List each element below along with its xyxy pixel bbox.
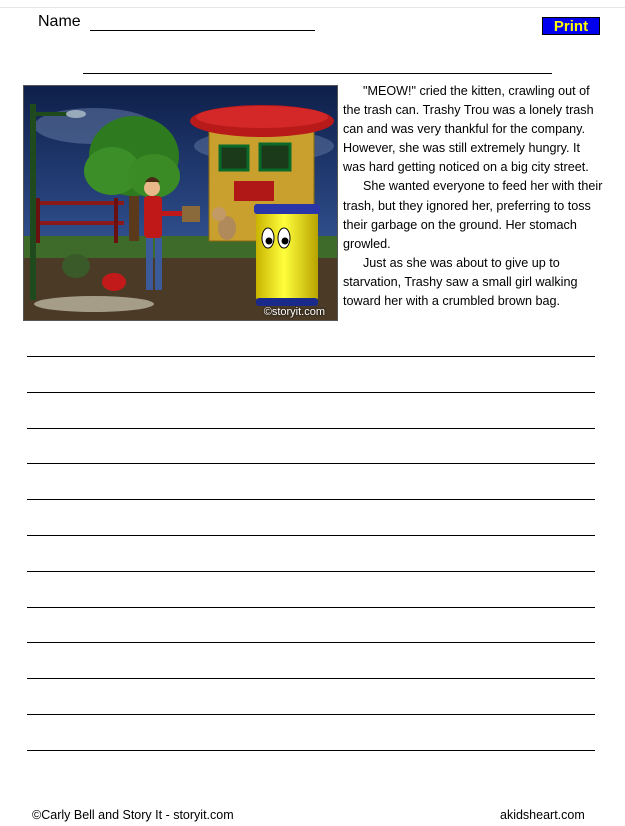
answer-line[interactable] <box>27 499 595 500</box>
answer-line[interactable] <box>27 678 595 679</box>
answer-line[interactable] <box>27 571 595 572</box>
answer-line[interactable] <box>27 714 595 715</box>
name-blank-line[interactable] <box>90 30 315 31</box>
title-blank-line[interactable] <box>83 73 552 74</box>
footer-copyright: ©Carly Bell and Story It - storyit.com <box>32 808 234 822</box>
story-paragraph-1: "MEOW!" cried the kitten, crawling out of the trash can. Trashy Trou was a lonely trash can and was very thankful for the company. However, she was still extremely hungry. It was hard getting noticed on a big city street. <box>343 84 594 175</box>
answer-line[interactable] <box>27 535 595 536</box>
answer-line[interactable] <box>27 463 595 464</box>
story-text <box>343 82 605 311</box>
image-watermark: ©storyit.com <box>263 306 325 318</box>
illustration-scene <box>24 86 337 320</box>
name-label: Name <box>38 13 81 30</box>
answer-line[interactable] <box>27 607 595 608</box>
story-paragraph-3: Just as she was about to give up to starvation, Trashy saw a small girl walking toward her with a crumbled brown bag. <box>343 255 578 309</box>
answer-line[interactable] <box>27 356 595 357</box>
answer-line[interactable] <box>27 750 595 751</box>
answer-lines <box>27 356 595 786</box>
print-button[interactable]: Print <box>542 17 600 35</box>
answer-line[interactable] <box>27 642 595 643</box>
answer-line[interactable] <box>27 428 595 429</box>
footer-site-link[interactable]: akidsheart.com <box>500 808 585 822</box>
story-paragraph-2: She wanted everyone to feed her with their trash, but they ignored her, preferring to toss their garbage on the ground. Her stomach growled. <box>343 179 603 251</box>
answer-line[interactable] <box>27 392 595 393</box>
top-divider <box>0 7 625 8</box>
story-illustration <box>23 85 338 321</box>
